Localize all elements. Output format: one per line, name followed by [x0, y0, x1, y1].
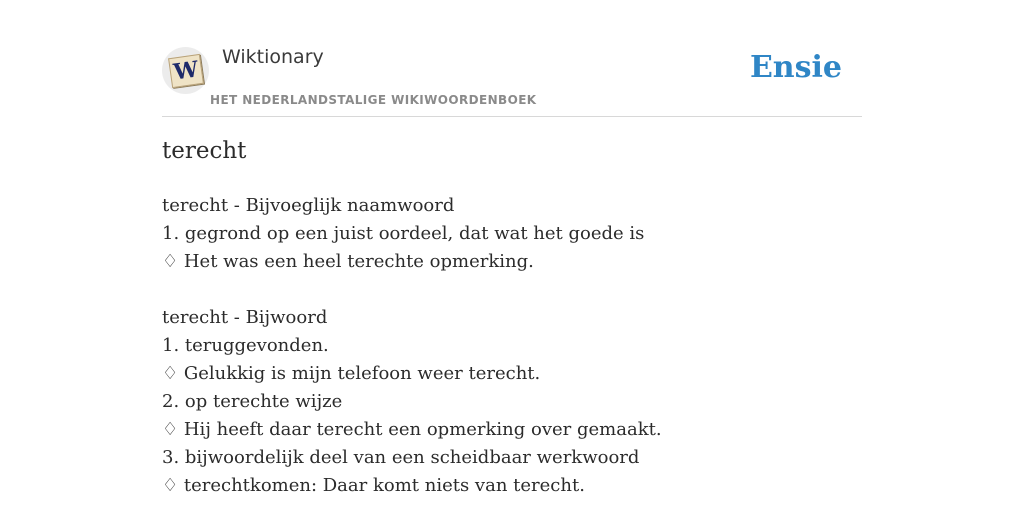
- wiktionary-logo[interactable]: [162, 47, 209, 94]
- definition-line: 1. gegrond op een juist oordeel, dat wat het goede is: [162, 223, 645, 244]
- section-heading-adverb: terecht - Bijwoord: [162, 307, 328, 328]
- logo-tile-icon: [168, 54, 204, 88]
- site-title[interactable]: Wiktionary: [222, 46, 324, 68]
- logo-letter: W: [171, 56, 201, 86]
- definition-line: 3. bijwoordelijk deel van een scheidbaar werkwoord: [162, 447, 640, 468]
- definition-body: [162, 192, 862, 500]
- section-spacer: [162, 276, 862, 304]
- definition-line: 2. op terechte wijze: [162, 391, 343, 412]
- site-subtitle: HET NEDERLANDSTALIGE WIKIWOORDENBOEK: [210, 93, 537, 107]
- page-title: terecht: [162, 138, 247, 164]
- example-line: ♢ terechtkomen: Daar komt niets van terecht.: [162, 475, 585, 496]
- site-header: [162, 40, 862, 117]
- example-line: ♢ Gelukkig is mijn telefoon weer terecht.: [162, 363, 541, 384]
- example-line: ♢ Het was een heel terechte opmerking.: [162, 251, 534, 272]
- brand-link[interactable]: Ensie: [749, 50, 842, 85]
- section-heading-adjective: terecht - Bijvoeglijk naamwoord: [162, 195, 455, 216]
- example-line: ♢ Hij heeft daar terecht een opmerking over gemaakt.: [162, 419, 662, 440]
- definition-line: 1. teruggevonden.: [162, 335, 329, 356]
